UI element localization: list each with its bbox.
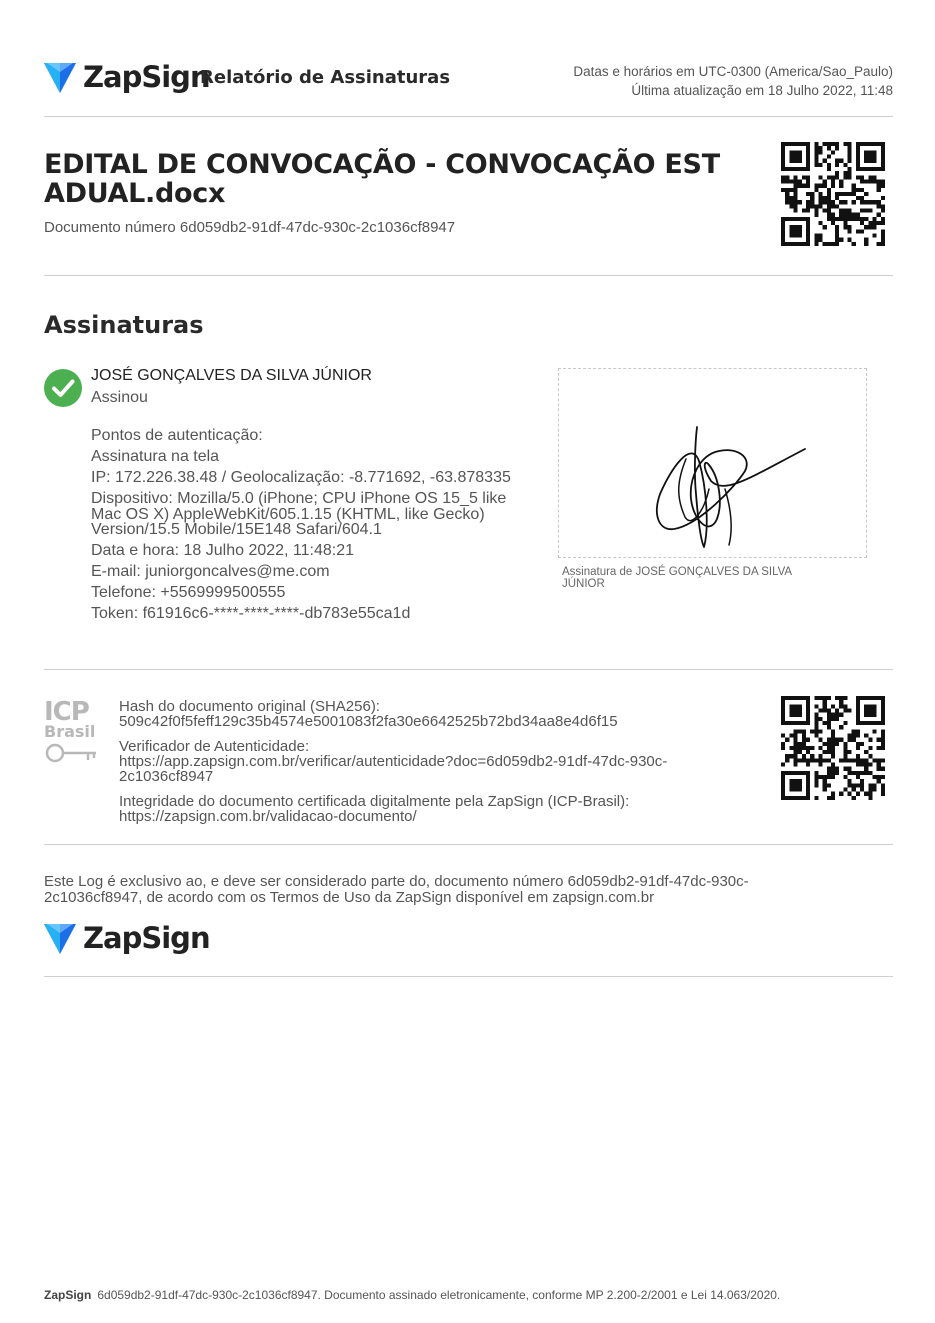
signature-caption — [562, 566, 822, 590]
brand-name: ZapSign — [83, 921, 210, 955]
verifier-group — [119, 739, 739, 784]
timezone-note: Datas e horários em UTC-0300 (America/Sao_Paulo) — [573, 64, 893, 79]
signer-status: Assinou — [91, 389, 148, 406]
log-note-line: Este Log é exclusivo ao, e deve ser considerado parte do, documento número 6d059db2-91df-47dc-930c- — [44, 873, 749, 890]
report-title: Relatório de Assinaturas — [200, 67, 451, 88]
document-title-line: ADUAL.docx — [44, 178, 226, 209]
signature-image — [558, 368, 867, 558]
icp-logo-bottom: Brasil — [44, 722, 96, 741]
certification-link[interactable]: https://zapsign.com.br/validacao-documento/ — [119, 808, 417, 825]
hash-value: 509c42f0f5feff129c35b4574e5001083f2fa30e6642525b72bd34aa8e4d6f15 — [119, 713, 618, 730]
icp-brasil-logo — [44, 697, 104, 769]
footer-text: 6d059db2-91df-47dc-930c-2c1036cf8947. Documento assinado eletronicamente, conforme MP 2.200-2/2001 e Lei 14.063/2020. — [97, 1288, 781, 1302]
signer-email: E-mail: juniorgoncalves@me.com — [91, 563, 330, 580]
auth-label: Pontos de autenticação: — [91, 427, 263, 444]
hash-label: Hash do documento original (SHA256): — [119, 698, 380, 715]
zapsign-logo-icon — [44, 60, 76, 94]
page-footer — [44, 1288, 780, 1302]
device-line: Dispositivo: Mozilla/5.0 (iPhone; CPU iPhone OS 15_5 like — [91, 490, 507, 507]
signature-caption-line: Assinatura de JOSÉ GONÇALVES DA SILVA — [562, 566, 793, 578]
auth-method: Assinatura na tela — [91, 448, 220, 465]
header-meta — [573, 62, 893, 100]
device-line: Version/15.5 Mobile/15E148 Safari/604.1 — [91, 521, 382, 538]
qr-code-icon[interactable] — [781, 142, 885, 246]
key-icon — [44, 742, 100, 764]
divider — [44, 976, 893, 977]
signer-details — [91, 428, 541, 627]
icp-logo-top: ICP — [44, 697, 89, 727]
zapsign-footer-logo — [44, 921, 210, 955]
signer-phone: Telefone: +5569999500555 — [91, 584, 286, 601]
divider — [44, 275, 893, 276]
brand-name: ZapSign — [83, 60, 210, 94]
hash-group — [119, 699, 739, 729]
log-note — [44, 874, 824, 905]
qr-code-icon[interactable] — [781, 696, 885, 800]
signed-datetime: Data e hora: 18 Julho 2022, 11:48:21 — [91, 542, 355, 559]
verifier-label: Verificador de Autenticidade: — [119, 738, 310, 755]
signer-name: JOSÉ GONÇALVES DA SILVA JÚNIOR — [91, 367, 372, 384]
verifier-link[interactable]: 2c1036cf8947 — [119, 768, 214, 785]
divider — [44, 844, 893, 845]
zapsign-logo-icon — [44, 921, 76, 955]
certification-group — [119, 794, 739, 824]
last-update: Última atualização em 18 Julho 2022, 11:48 — [631, 83, 893, 98]
integrity-info — [119, 699, 739, 834]
document-number: Documento número 6d059db2-91df-47dc-930c-2c1036cf8947 — [44, 219, 456, 236]
verifier-link[interactable]: https://app.zapsign.com.br/verificar/autenticidade?doc=6d059db2-91df-47dc-930c- — [119, 753, 668, 770]
device-line: Mac OS X) AppleWebKit/605.1.15 (KHTML, like Gecko) — [91, 505, 485, 523]
zapsign-logo — [44, 60, 210, 94]
divider — [44, 669, 893, 670]
document-title — [44, 150, 744, 208]
section-title-signatures: Assinaturas — [44, 311, 204, 339]
log-note-line: 2c1036cf8947, de acordo com os Termos de Uso da ZapSign disponível em zapsign.com.br — [44, 888, 655, 906]
signature-caption-line: JÚNIOR — [562, 578, 605, 590]
document-title-line: EDITAL DE CONVOCAÇÃO - CONVOCAÇÃO EST — [44, 149, 720, 180]
certification-label: Integridade do documento certificada digitalmente pela ZapSign (ICP-Brasil): — [119, 793, 630, 810]
ip-geolocation: IP: 172.226.38.48 / Geolocalização: -8.771692, -63.878335 — [91, 469, 511, 486]
divider — [44, 116, 893, 117]
check-circle-icon — [44, 369, 82, 407]
footer-brand: ZapSign — [44, 1288, 92, 1302]
signer-token: Token: f61916c6-****-****-****-db783e55ca1d — [91, 605, 411, 622]
device-info — [91, 491, 541, 538]
